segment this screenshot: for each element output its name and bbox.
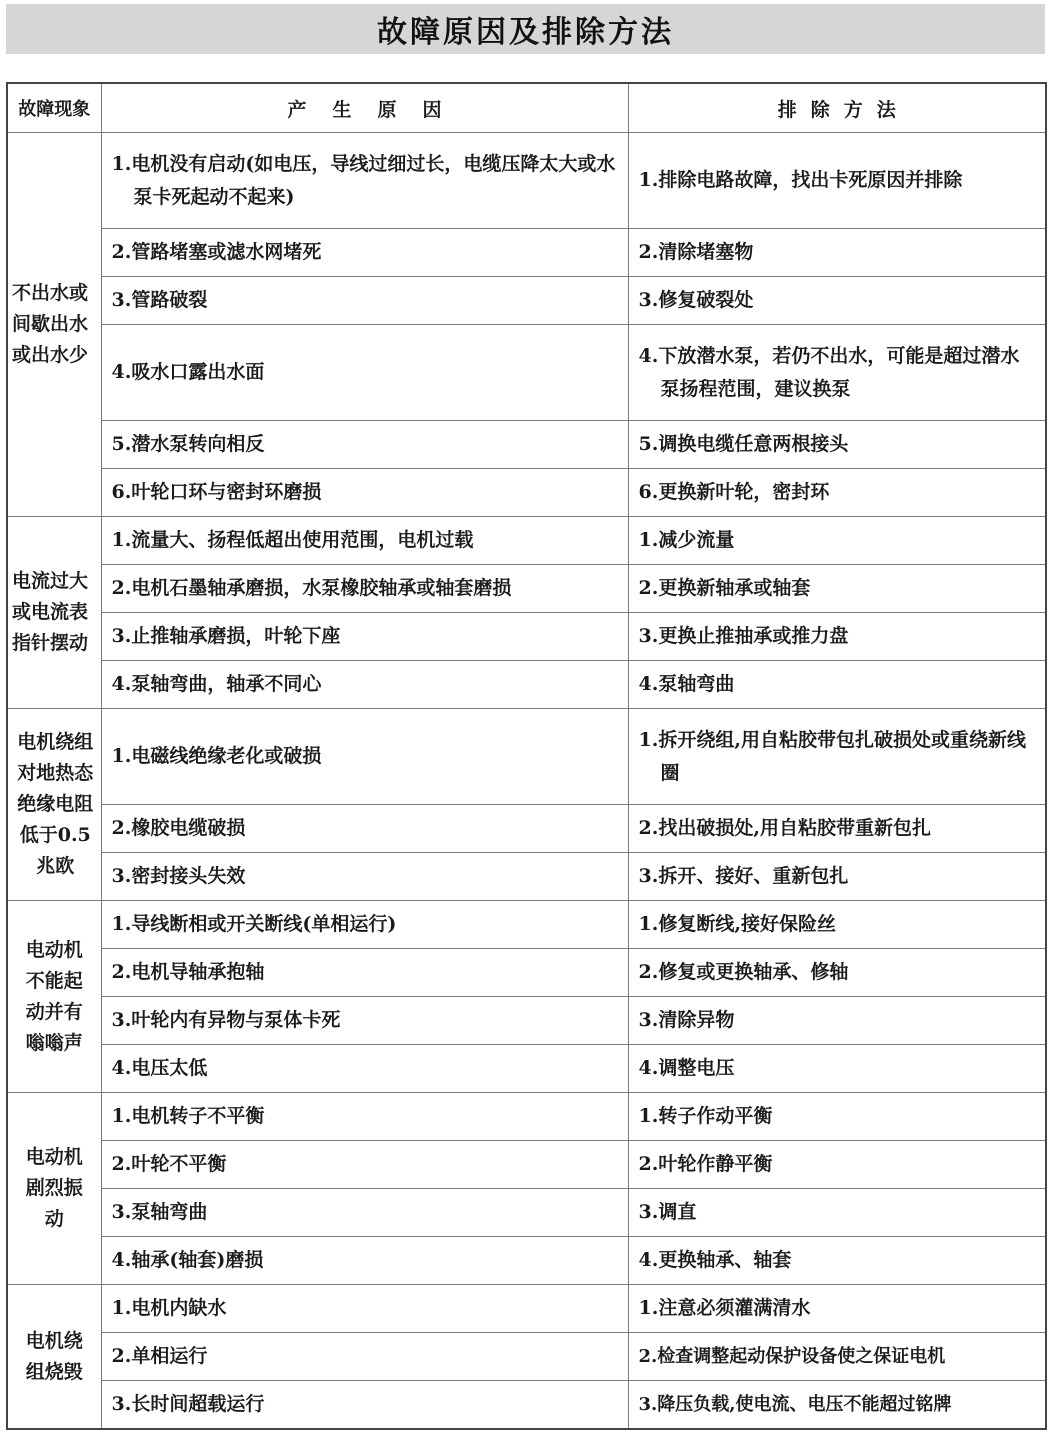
symptom-cell: 电机绕组对地热态绝缘电阻低于0.5兆欧 — [7, 709, 101, 901]
cause-cell: 4.轴承(轴套)磨损 — [101, 1237, 628, 1285]
table-row — [7, 133, 1046, 229]
cause-cell: 5.潜水泵转向相反 — [101, 421, 628, 469]
table-row — [7, 949, 1046, 997]
remedy-cell: 3.清除异物 — [628, 997, 1046, 1045]
remedy-cell: 3.调直 — [628, 1189, 1046, 1237]
header-remedy: 排除方法 — [628, 83, 1046, 133]
title-bar — [6, 4, 1045, 54]
remedy-cell: 1.修复断线,接好保险丝 — [628, 901, 1046, 949]
symptom-cell: 电动机剧烈振动 — [7, 1093, 101, 1285]
header-symptom: 故障现象 — [7, 83, 101, 133]
remedy-cell: 4.下放潜水泵，若仍不出水，可能是超过潜水泵扬程范围，建议换泵 — [628, 325, 1046, 421]
remedy-cell: 2.检查调整起动保护设备使之保证电机 — [628, 1333, 1046, 1381]
cause-cell: 4.电压太低 — [101, 1045, 628, 1093]
table-row — [7, 613, 1046, 661]
cause-cell: 2.电机石墨轴承磨损，水泵橡胶轴承或轴套磨损 — [101, 565, 628, 613]
remedy-cell: 2.找出破损处,用自粘胶带重新包扎 — [628, 805, 1046, 853]
cause-cell: 2.橡胶电缆破损 — [101, 805, 628, 853]
remedy-cell: 3.降压负载,使电流、电压不能超过铭牌 — [628, 1381, 1046, 1430]
remedy-cell: 3.修复破裂处 — [628, 277, 1046, 325]
cause-cell: 2.单相运行 — [101, 1333, 628, 1381]
table-row — [7, 1285, 1046, 1333]
remedy-cell: 1.拆开绕组,用自粘胶带包扎破损处或重绕新线圈 — [628, 709, 1046, 805]
symptom-cell: 电机绕组烧毁 — [7, 1285, 101, 1430]
symptom-cell: 不出水或间歇出水或出水少 — [7, 133, 101, 517]
remedy-cell: 6.更换新叶轮，密封环 — [628, 469, 1046, 517]
table-row — [7, 1333, 1046, 1381]
table-row — [7, 325, 1046, 421]
fault-table — [6, 82, 1047, 1430]
table-row — [7, 1237, 1046, 1285]
table-row — [7, 517, 1046, 565]
header-cause: 产生原因 — [101, 83, 628, 133]
table-row — [7, 277, 1046, 325]
table-row — [7, 1381, 1046, 1430]
table-row — [7, 1093, 1046, 1141]
table-row — [7, 421, 1046, 469]
cause-cell: 2.叶轮不平衡 — [101, 1141, 628, 1189]
cause-cell: 3.管路破裂 — [101, 277, 628, 325]
remedy-cell: 3.更换止推抽承或推力盘 — [628, 613, 1046, 661]
remedy-cell: 1.注意必须灌满清水 — [628, 1285, 1046, 1333]
symptom-cell: 电动机不能起动并有嗡嗡声 — [7, 901, 101, 1093]
remedy-cell: 1.排除电路故障，找出卡死原因并排除 — [628, 133, 1046, 229]
cause-cell: 2.电机导轴承抱轴 — [101, 949, 628, 997]
table-row — [7, 469, 1046, 517]
cause-cell: 1.电机内缺水 — [101, 1285, 628, 1333]
table-row — [7, 997, 1046, 1045]
table-row — [7, 853, 1046, 901]
cause-cell: 1.导线断相或开关断线(单相运行) — [101, 901, 628, 949]
table-row — [7, 709, 1046, 805]
symptom-cell: 电流过大或电流表指针摆动 — [7, 517, 101, 709]
cause-cell: 3.长时间超载运行 — [101, 1381, 628, 1430]
cause-cell: 3.密封接头失效 — [101, 853, 628, 901]
cause-cell: 3.泵轴弯曲 — [101, 1189, 628, 1237]
remedy-cell: 2.清除堵塞物 — [628, 229, 1046, 277]
table-row — [7, 901, 1046, 949]
cause-cell: 2.管路堵塞或滤水网堵死 — [101, 229, 628, 277]
remedy-cell: 5.调换电缆任意两根接头 — [628, 421, 1046, 469]
remedy-cell: 2.更换新轴承或轴套 — [628, 565, 1046, 613]
cause-cell: 1.流量大、扬程低超出使用范围，电机过载 — [101, 517, 628, 565]
table-row — [7, 1189, 1046, 1237]
remedy-cell: 1.转子作动平衡 — [628, 1093, 1046, 1141]
remedy-cell: 3.拆开、接好、重新包扎 — [628, 853, 1046, 901]
remedy-cell: 4.调整电压 — [628, 1045, 1046, 1093]
table-row — [7, 1045, 1046, 1093]
table-row — [7, 565, 1046, 613]
table-row — [7, 661, 1046, 709]
remedy-cell: 2.叶轮作静平衡 — [628, 1141, 1046, 1189]
cause-cell: 6.叶轮口环与密封环磨损 — [101, 469, 628, 517]
cause-cell: 3.止推轴承磨损，叶轮下座 — [101, 613, 628, 661]
remedy-cell: 4.泵轴弯曲 — [628, 661, 1046, 709]
cause-cell: 3.叶轮内有异物与泵体卡死 — [101, 997, 628, 1045]
cause-cell: 4.吸水口露出水面 — [101, 325, 628, 421]
cause-cell: 1.电机转子不平衡 — [101, 1093, 628, 1141]
remedy-cell: 4.更换轴承、轴套 — [628, 1237, 1046, 1285]
remedy-cell: 1.减少流量 — [628, 517, 1046, 565]
page-title: 故障原因及排除方法 — [377, 15, 674, 50]
remedy-cell: 2.修复或更换轴承、修轴 — [628, 949, 1046, 997]
table-row — [7, 1141, 1046, 1189]
header-row — [7, 83, 1046, 133]
cause-cell: 1.电机没有启动(如电压，导线过细过长，电缆压降太大或水泵卡死起动不起来) — [101, 133, 628, 229]
cause-cell: 1.电磁线绝缘老化或破损 — [101, 709, 628, 805]
cause-cell: 4.泵轴弯曲，轴承不同心 — [101, 661, 628, 709]
table-row — [7, 229, 1046, 277]
table-row — [7, 805, 1046, 853]
